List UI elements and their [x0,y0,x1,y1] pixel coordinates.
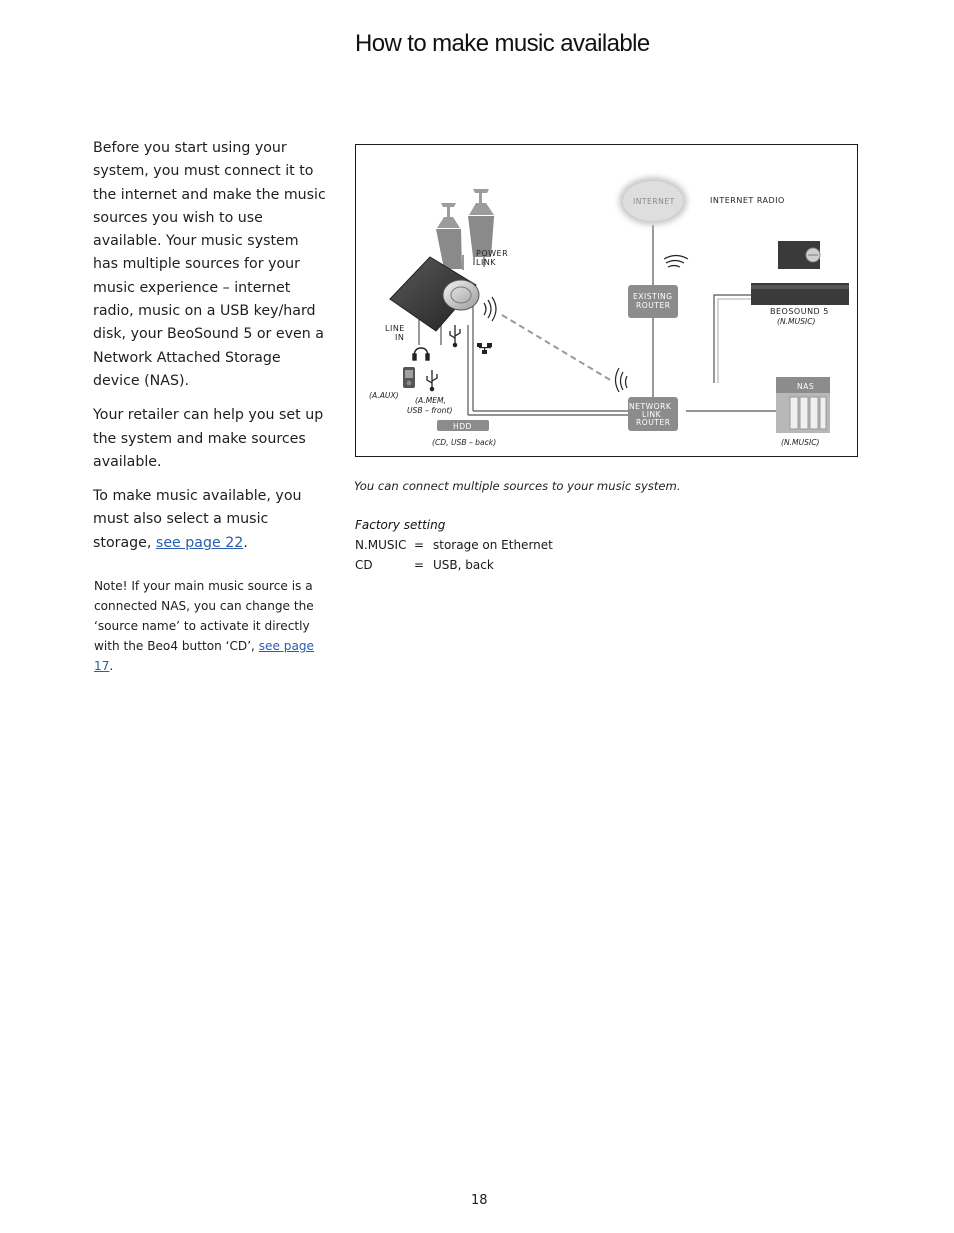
cd-usb-back-label: (CD, USB – back) [432,438,497,447]
beosound-5-source-label: (N.MUSIC) [777,317,816,326]
usb-icon-front [427,370,437,391]
internet-radio-label: INTERNET RADIO [710,196,785,205]
hdd-label: HDD [453,422,472,431]
connection-diagram [355,144,858,457]
see-page-22-link[interactable]: see page 22 [155,534,244,551]
intro-paragraph-3 [93,485,328,555]
a-aux-label: (A.AUX) [369,391,399,400]
setting-equals: = [414,538,425,552]
beosound-5-icon [751,241,849,305]
power-link-label-1: POWER [476,249,509,258]
setting-key: N.MUSIC [355,538,407,552]
existing-router-label-1: EXISTING [633,292,673,301]
note-text [94,576,326,676]
see-page-17-link[interactable]: see page 17 [94,639,314,673]
note-body: Note! If your main music source is a connected NAS, you can change the ‘source name’ to activate it directly with the Beo4 button ‘CD’, [94,579,314,653]
line-in-label-1: LINE [385,324,405,333]
existing-router-label-2: ROUTER [636,301,671,310]
factory-setting-title: Factory setting [355,518,446,532]
headphones-icon [413,348,429,360]
network-link-router-label-3: ROUTER [636,418,671,427]
ethernet-icon [477,343,492,354]
connection-lines [419,225,776,415]
router-wifi-icon [664,256,688,268]
intro-paragraph-2: Your retailer can help you set up the system and make sources available. [93,407,324,470]
diagram-svg [356,145,859,458]
usb-icon [450,325,460,347]
setting-key: CD [355,558,373,572]
nas-source-label: (N.MUSIC) [781,438,820,447]
setting-value: USB, back [433,558,494,572]
beosound-cable [714,295,751,383]
setting-value: storage on Ethernet [433,538,553,552]
page-title: How to make music available [355,30,650,57]
internet-label: INTERNET [633,197,675,206]
intro-paragraph-3-text: To make music available, you must also select a music storage, [93,488,302,551]
network-link-router-label-2: LINK [642,410,662,419]
power-link-label-2: LINK [476,258,497,267]
note-end: . [109,659,114,673]
intro-paragraph-1: Before you start using your system, you must connect it to the internet and make the music sources you wish to use available. Your music system has multiple sources for your music experience – internet radio, music on a USB key/hard disk, your BeoSound 5 or even a Network Attached Storage device (NAS). [93,140,326,389]
portable-player-icon [403,367,415,388]
line-in-label-2: IN [395,333,405,342]
network-router-wifi-icon [616,368,628,392]
a-mem-label-1: (A.MEM, [415,396,447,405]
page-number: 18 [471,1193,488,1208]
setting-equals: = [414,558,425,572]
intro-paragraph-3-end: . [243,534,248,551]
a-mem-label-2: USB – front) [407,406,453,415]
figure-caption: You can connect multiple sources to your music system. [354,479,681,493]
beosound-5-label: BEOSOUND 5 [770,307,829,316]
nas-label: NAS [797,382,815,391]
intro-text [93,137,328,566]
network-link-router-label-1: NETWORK [629,402,672,411]
wireless-dashed-link [502,315,612,381]
music-system-device-icon [390,257,479,331]
wifi-icon [484,297,496,321]
